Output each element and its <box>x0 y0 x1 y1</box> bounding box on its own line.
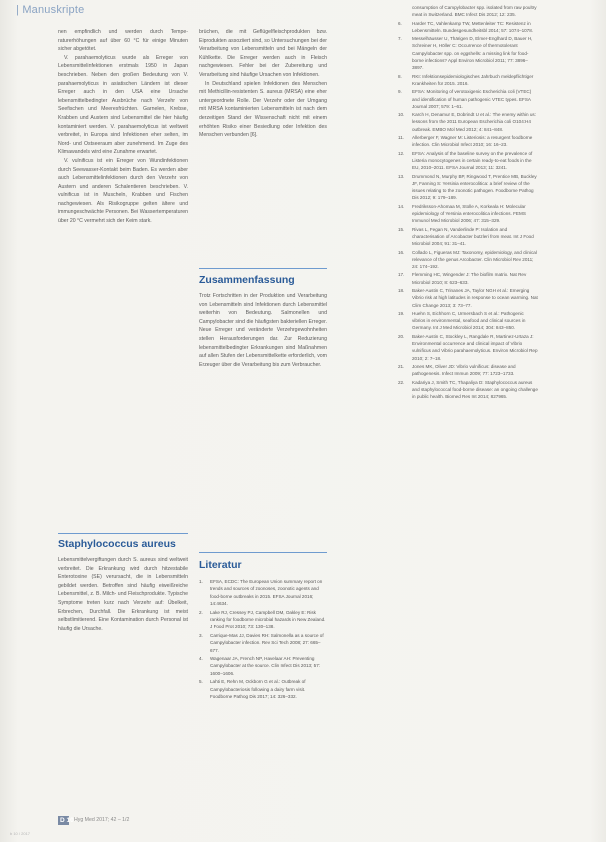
paragraph: In Deutschland spielen Infektionen des Menschen mit Methicillin-resistenten S. aureus (MRSA) eine eher untergeordnete Rolle. Der Verzehr oder der Umgang mit MRSA kontaminierten Lebensmitteln ist nach dem derzeitigen Stand der Wissenschaft nicht mit einem erhöhten Risiko einer Besiedlung oder Infektion des Menschen verbunden [6]. <box>199 80 327 139</box>
section-heading: Staphylococcus aureus <box>58 538 176 550</box>
reference-item: 1. EFSA, ECDC: The European Union summary report on trends and sources of zoonoses, zoonotic agents and food-borne outbreaks in 2015. EFSA Journal 2016; 14:4634. <box>199 579 323 607</box>
reference-item: 7. Messelhäusser U, Thärigen D, Elmer-Englhard D, Bauer H, Schreiner H, Höller C: Occurrence of thermotolerant Campylobacter spp. on eggshells: a missing link for food-borne infections? Appl Environ Microbiol 2011; 77: 3896–3897. <box>398 36 533 71</box>
text-column-2 <box>199 28 327 140</box>
reference-item: 17. Flemming HC, Wingender J: The biofilm matrix. Nat Rev Microbiol 2010; 8: 623–633. <box>398 272 527 285</box>
text-column-2b <box>199 292 327 369</box>
journal-citation: Hyg Med 2017; 42 – 1/2 <box>74 817 130 823</box>
reference-item: 20. Baker-Austin C, Stockley L, Rangdale R, Martinez-Urtaza J: Environmental occurrence and clinical impact of Vibrio vulnificus and Vibrio parahaemolyticus. Environ Microbiol Rep 2010; 2: 7–18. <box>398 333 538 361</box>
page-number: D 10 <box>60 817 74 824</box>
paragraph: Trotz Fortschritten in der Produktion und Verarbeitung von Lebensmitteln sind Infektionen durch Lebensmittel weiterhin von Bedeutung. Salmonellen und Campylobacter sind die häufigsten bakteriellen Erreger. Neue Erreger und veränderte Verzehrgewohnheiten stellen Herausforderungen dar. Zur Reduzierung lebensmittelbedingter Erkrankungen sind Maßnahmen auf allen Stufen der Lebensmittelkette erforderlich, vom Erzeuger über die Verarbeitung bis zum Verbraucher. <box>199 293 327 368</box>
reference-item: 22. Kadariya J, Smith TC, Thapaliya D: Staphylococcus aureus and staphylococcal food-borne disease: an ongoing challenge in public health. Biomed Res Int 2014; 827965. <box>398 379 538 400</box>
paragraph: V. vulnificus ist ein Erreger von Wundinfektionen durch Seewasser-Kontakt beim Baden. Es werden aber auch Lebensmittelinfektionen durch den Verzehr von Austern und anderen Schalentieren beschrieben. V. vulnificus ist in Muscheln, Krabben und Fischen nachgewiesen. Als Risikogruppe gelten ältere und immungeschwächte Personen. Bei Wassertemperaturen über 20 °C vermehrt sich der Keim stark. <box>58 157 188 225</box>
section-header: | Manuskripte <box>16 4 85 16</box>
heading-rule <box>58 533 188 534</box>
paragraph: nen empfindlich und werden durch Tempe-raturerhöhungen auf über 60 °C für einige Minuten sicher abgetötet. <box>58 29 188 53</box>
reference-item: 9. EFSA: Monitoring of verotoxigenic Escherichia coli (VTEC) and identification of human pathogenic VTEC types. EFSA Journal 2007; 579: 1–61. <box>398 89 532 109</box>
reference-item: 11. Allerberger F, Wagner M: Listeriosis: a resurgent foodborne infection. Clin Microbiol Infect 2010; 16: 16–23. <box>398 135 533 148</box>
reference-item: 21. Jones MK, Oliver JD: Vibrio vulnificus: disease and pathogenesis. Infect Immun 2009; 77: 1723–1733. <box>398 363 516 377</box>
section-heading: Zusammenfassung <box>199 274 295 286</box>
paragraph: brüchen, die mit Geflügelfleischprodukten bzw. Eiprodukten assoziiert sind, so Untersuchungen bei der Verarbeitung von Lebensmitteln und bei Mängeln der Kühlkette. Die Erreger werden auch in Fleisch nachgewiesen. Fehler bei der Zubereitung und Verarbeitung sind häufige Ursachen von Infektionen. <box>199 29 327 78</box>
reference-item: 19. Huehn S, Eichhorn C, Urmersbach S et al.: Pathogenic vibrios in environmental, seafood and clinical sources in Germany. Int J Med Microbiol 2014; 304: 843–850. <box>398 310 526 331</box>
reference-item: consumption of Campylobacter spp. isolated from raw poultry meat in Switzerland. BMC Infect Dis 2012; 12: 235. <box>412 5 537 18</box>
reference-item: 2. Lake RJ, Cressey PJ, Campbell DM, Oakley E: Risk ranking for foodborne microbial hazards in New Zealand. J Food Prot 2010; 73: 130–138. <box>199 609 326 630</box>
reference-item: 18. Baker-Austin C, Trinanes JA, Taylor NGH et al.: Emerging Vibrio risk at high latitudes in response to ocean warming. Nat Clim Change 2013; 3: 73–77. <box>398 287 538 308</box>
reference-item: 12. EFSA: Analysis of the baseline survey on the prevalence of Listeria monocytogenes in certain ready-to-eat foods in the EU, 2010–2011. EFSA Journal 2013; 11: 3241. <box>398 150 533 171</box>
text-column-1b <box>58 556 188 633</box>
section-heading: Literatur <box>199 559 242 571</box>
reference-item: 6. Harder TC, Vahlenkamp TW, Mettenleiter TC: Resistenz in Lebensmitteln. Bundesgesundheitsbl 2014; 57: 1074–1078. <box>398 20 534 33</box>
reference-item: 14. Fredriksson-Ahomaa M, Stolle A, Korkeala H: Molecular epidemiology of Yersinia enterocolitica infections. FEMS Immunol Med Microbiol 2006; 47: 315–329. <box>398 203 526 224</box>
reference-item: 16. Collado L, Figueras MJ: Taxonomy, epidemiology, and clinical relevance of the genus Arcobacter. Clin Microbiol Rev 2011; 24: 174–192. <box>398 249 537 270</box>
paragraph: Lebensmittelvergiftungen durch S. aureus sind weltweit verbreitet. Die Erkrankung wird durch hitzestabile Enterotoxine (SE) verursacht, die in Lebensmitteln gebildet werden. Betroffen sind häufig eiweißreiche Lebensmittel, z. B. Milch- und Fleischprodukte. Typische Symptome treten kurz nach Verzehr auf: Übelkeit, Erbrechen, Durchfall. Die Erkrankung ist meist selbstlimitierend. Eine Kontamination durch Personal ist häufig die Ursache. <box>58 557 188 632</box>
reference-item: 5. Lahti E, Rehn M, Ockborn G et al.: Outbreak of Campylobacteriosis following a dairy farm visit. Foodborne Pathog Dis 2017; 14: 326–332. <box>199 679 306 700</box>
text-column-1 <box>58 28 188 226</box>
heading-rule <box>199 268 327 269</box>
paragraph: V. parahaemolyticus wurde als Erreger von Lebensmittelinfektionen erstmals 1950 in Japan beschrieben. Neben den großen Bedeutung von V. parahaemolyticus in asiatischen Ländern ist dieser Erreger auch in den USA eine Ursache lebensmittelbedingter Ausbrüche nach Verzehr von Seefischen und Meeresfrüchten. Garnelen, Krebse, Krabben und Austern sind Lebensmittel die hier häufig kontaminiert werden. V. parahaemolyticus ist weltweit verbreitet, in Europa sind Infektionen eher selten, im Nord- und Ostseeraum aber zunehmend. Im Zuge des Klimawandels wird eine Zunahme erwartet. <box>58 54 188 156</box>
reference-item: 10. Karch H, Denamur E, Dobrindt U et al.: The enemy within us: lessons from the 2011 European Escherichia coli O104:H4 outbreak. EMBO Mol Med 2012; 4: 841–848. <box>398 112 536 132</box>
corner-mark: b 10 / 2017 <box>10 831 31 836</box>
reference-list-right <box>398 4 538 405</box>
reference-item: 15. Rivas L, Fegan N, Vanderlinde P: Isolation and characterisation of Arcobacter butzleri from meat. Int J Food Microbiol 2004; 91: 31–41. <box>398 226 534 247</box>
reference-item: 8. RKI: Infektionsepidemiologisches Jahrbuch meldepflichtiger Krankheiten für 2015. 2016. <box>398 73 534 86</box>
reference-item: 13. Drummond N, Murphy BP, Ringwood T, Prentice MB, Buckley JF, Fanning S: Yersinia enterocolitica: a brief review of the issues relating to the zoonotic pathogen. Foodborne Pathog Dis 2012; 9: 179–189. <box>398 173 537 201</box>
reference-list-left <box>199 578 327 702</box>
heading-rule <box>199 552 327 553</box>
reference-item: 3. Carrique-Mas JJ, Davies RH: Salmonella as a source of Campylobacter infection. Rev Sci Tech 2008; 27: 665–677. <box>199 632 324 653</box>
reference-item: 4. Wagenaar JA, French NP, Havelaar AH: Preventing Campylobacter at the source. Clin Infect Dis 2013; 57: 1600–1606. <box>199 656 321 676</box>
